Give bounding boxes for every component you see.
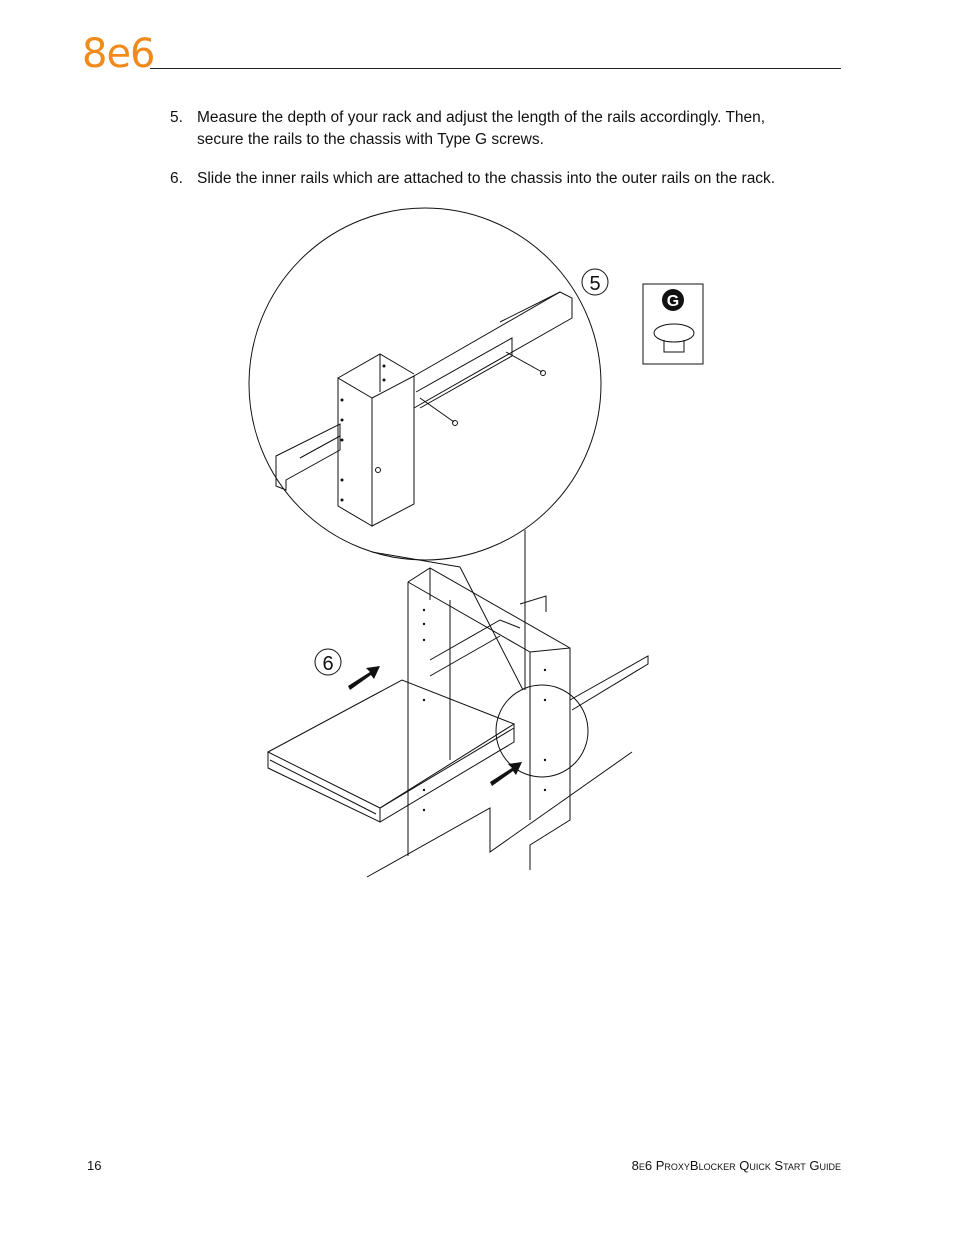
callout-6-label: 6 [322, 653, 334, 675]
callout-5-label: 5 [589, 273, 601, 295]
step-6 [170, 168, 850, 190]
step-text-line1: Slide the inner rails which are attached to the chassis into the outer rails on the rack. [197, 170, 776, 187]
step-text-line2: secure the rails to the chassis with Type G screws. [197, 131, 544, 148]
page-number: 16 [87, 1158, 102, 1173]
header-rule [150, 68, 841, 69]
guide-title: 8e6 ProxyBlocker Quick Start Guide [631, 1158, 841, 1173]
rail-installation-diagram [240, 205, 720, 895]
insert-arrow-icon [490, 762, 522, 786]
step-5 [170, 107, 850, 151]
step-number: 5. [170, 109, 183, 126]
step-number: 6. [170, 170, 183, 187]
insert-arrow-icon [348, 666, 380, 690]
screw-type-label: G [666, 293, 680, 310]
brand-logo: 8e6 [82, 31, 155, 77]
detail-magnifier-circle [249, 208, 601, 560]
step-text-line1: Measure the depth of your rack and adjust the length of the rails accordingly. Then, [197, 109, 766, 126]
